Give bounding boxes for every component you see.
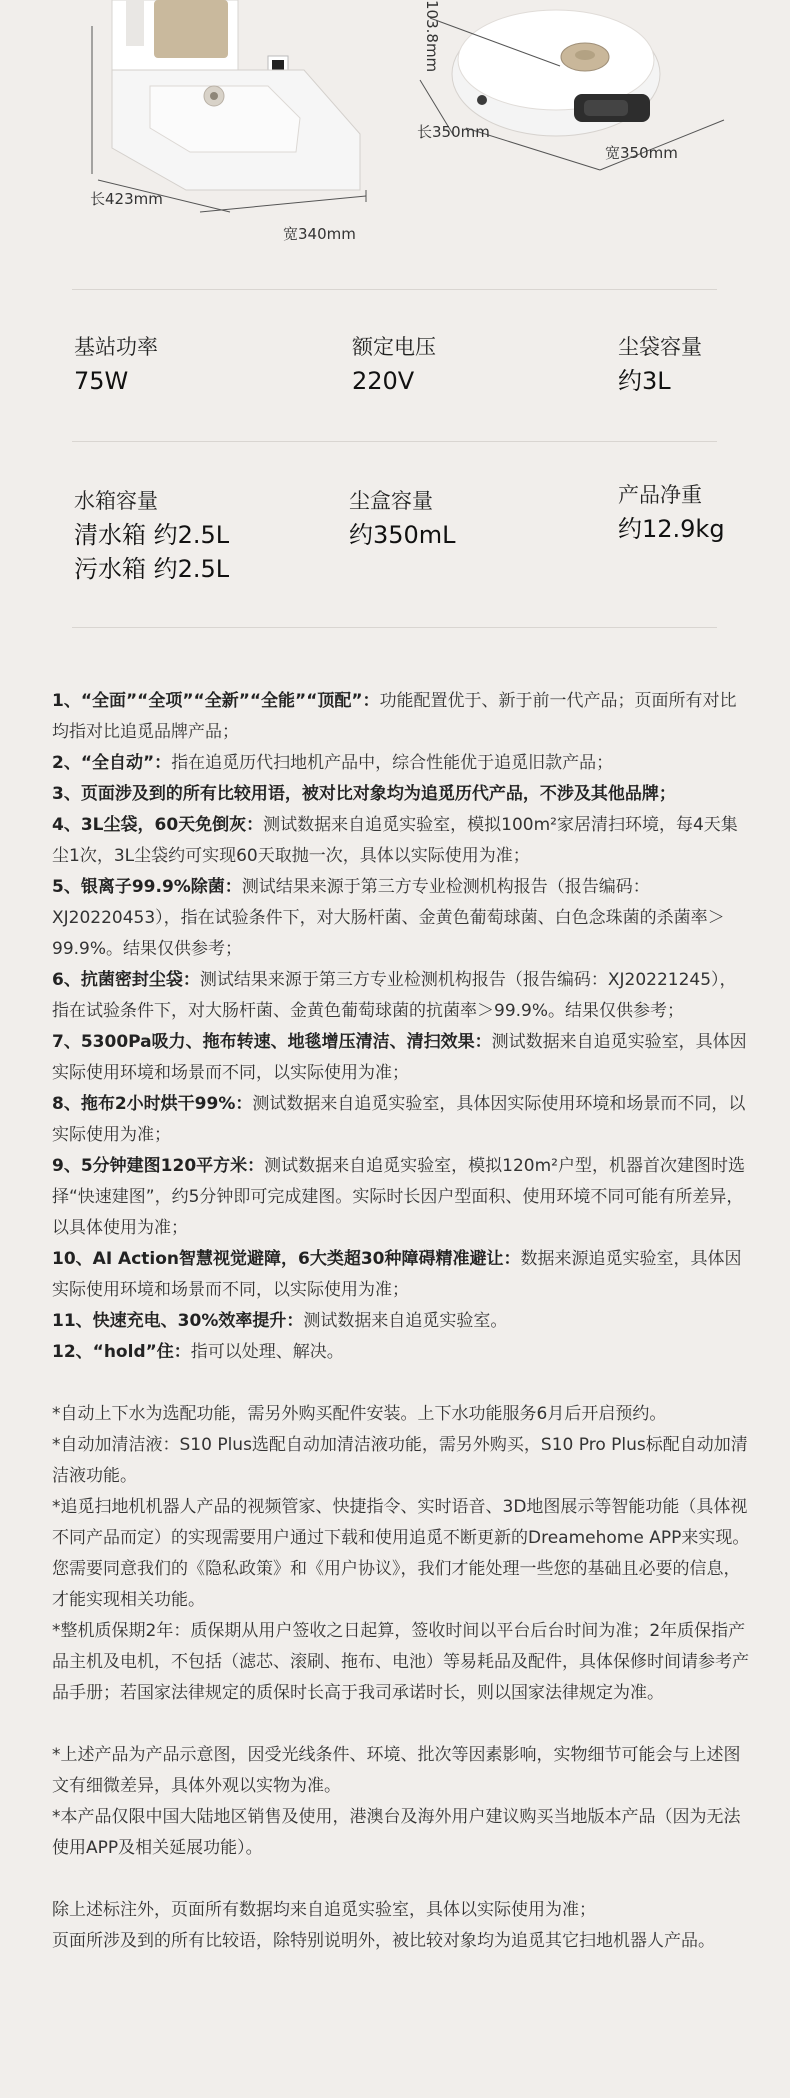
note-item: 8、拖布2小时烘干99%：测试数据来自追觅实验室，具体因实际使用环境和场景而不同，以实际使用为准； xyxy=(52,1094,746,1145)
footnote: 页面所涉及到的所有比较语，除特别说明外，被比较对象均为追觅其它扫地机器人产品。 xyxy=(52,1931,715,1951)
spec-label: 尘盒容量 xyxy=(349,489,433,513)
station-length-label: 长423mm xyxy=(90,190,163,208)
footnote: *自动上下水为选配功能，需另外购买配件安装。上下水功能服务6月后开启预约。 xyxy=(52,1404,667,1424)
spec-label: 基站功率 xyxy=(74,335,158,359)
note-item: 7、5300Pa吸力、拖布转速、地毯增压清洁、清扫效果：测试数据来自追觅实验室，具体因实际使用环境和场景而不同，以实际使用为准； xyxy=(52,1032,747,1083)
spec-value: 约3L xyxy=(618,367,671,395)
note-item: 3、页面涉及到的所有比较用语，被对比对象均为追觅历代产品，不涉及其他品牌； xyxy=(52,784,676,804)
spec-water-tank-capacity xyxy=(74,484,229,586)
spec-label: 水箱容量 xyxy=(74,489,158,513)
robot-width-label: 宽350mm xyxy=(605,144,678,162)
note-item: 12、“hold”住：指可以处理、解决。 xyxy=(52,1342,344,1362)
footnote: *追觅扫地机机器人产品的视频管家、快捷指令、实时语音、3D地图展示等智能功能（具体视不同产品而定）的实现需要用户通过下载和使用追觅不断更新的Dreamehome APP来实现。您需要同意我们的《隐私政策》和《用户协议》，我们才能处理一些您的基础且必要的信息，才能实现相关功能。 xyxy=(52,1497,750,1610)
note-item: 9、5分钟建图120平方米：测试数据来自追觅实验室，模拟120m²户型，机器首次建图时选择“快速建图”，约5分钟即可完成建图。实际时长因户型面积、使用环境不同可能有所差异，以具体使用为准； xyxy=(52,1156,745,1238)
note-item: 10、AI Action智慧视觉避障，6大类超30种障碍精准避让：数据来源追觅实验室，具体因实际使用环境和场景而不同，以实际使用为准； xyxy=(52,1249,742,1300)
spec-label: 产品净重 xyxy=(618,483,702,507)
note-item: 6、抗菌密封尘袋：测试结果来源于第三方专业检测机构报告（报告编码：XJ20221245），指在试验条件下，对大肠杆菌、金黄色葡萄球菌的抗菌率＞99.9%。结果仅供参考； xyxy=(52,970,737,1021)
spec-value: 220V xyxy=(352,367,415,395)
note-item: 2、“全自动”：指在追觅历代扫地机产品中，综合性能优于追觅旧款产品； xyxy=(52,753,614,773)
footnote: *整机质保期2年：质保期从用户签收之日起算，签收时间以平台后台时间为准；2年质保指产品主机及电机，不包括（滤芯、滚刷、拖布、电池）等易耗品及配件，具体保修时间请参考产品手册；若国家法律规定的质保时长高于我司承诺时长，则以国家法律规定为准。 xyxy=(52,1621,749,1703)
footnote: 除上述标注外，页面所有数据均来自追觅实验室，具体以实际使用为准； xyxy=(52,1900,596,1920)
spec-dust-bag-capacity xyxy=(618,330,702,398)
spec-net-weight xyxy=(618,478,725,546)
spec-label: 额定电压 xyxy=(352,335,436,359)
spec-value: 约350mL xyxy=(349,521,456,549)
spec-value-clean-tank: 清水箱 约2.5L xyxy=(74,521,230,549)
spec-rated-voltage xyxy=(352,330,436,398)
spec-value-dirty-tank: 污水箱 约2.5L xyxy=(74,555,230,583)
note-item: 11、快速充电、30%效率提升：测试数据来自追觅实验室。 xyxy=(52,1311,508,1331)
note-item: 4、3L尘袋，60天免倒灰：测试数据来自追觅实验室，模拟100m²家居清扫环境，每4天集尘1次，3L尘袋约可实现60天取抛一次，具体以实际使用为准； xyxy=(52,815,738,866)
station-width-label: 宽340mm xyxy=(283,225,356,243)
footnote: *本产品仅限中国大陆地区销售及使用，港澳台及海外用户建议购买当地版本产品（因为无法使用APP及相关延展功能）。 xyxy=(52,1807,741,1858)
base-station-gold-panel xyxy=(154,0,228,58)
spec-value: 约12.9kg xyxy=(618,515,725,543)
robot-height-label: 103.8mm xyxy=(423,0,441,73)
product-dimension-diagram xyxy=(0,0,790,250)
spec-value: 75W xyxy=(74,367,129,395)
divider xyxy=(72,627,717,628)
product-illustration xyxy=(0,0,790,250)
spec-dust-box-capacity xyxy=(349,484,456,552)
note-item: 5、银离子99.9%除菌：测试结果来源于第三方专业检测机构报告（报告编码：XJ20220453），指在试验条件下，对大肠杆菌、金黄色葡萄球菌、白色念珠菌的杀菌率＞99.9%。结果仅供参考； xyxy=(52,877,725,959)
footnote: *上述产品为产品示意图，因受光线条件、环境、批次等因素影响，实物细节可能会与上述图文有细微差异，具体外观以实物为准。 xyxy=(52,1745,741,1796)
disclaimer-notes xyxy=(52,686,752,1957)
note-item: 1、“全面”“全项”“全新”“全能”“顶配”：功能配置优于、新于前一代产品；页面所有对比均指对比追觅品牌产品； xyxy=(52,691,737,742)
spec-base-power xyxy=(74,330,158,398)
divider xyxy=(72,441,717,442)
footnote: *自动加清洁液：S10 Plus选配自动加清洁液功能，需另外购买，S10 Pro Plus标配自动加清洁液功能。 xyxy=(52,1435,748,1486)
robot-length-label: 长350mm xyxy=(417,123,490,141)
spec-label: 尘袋容量 xyxy=(618,335,702,359)
divider xyxy=(72,289,717,290)
